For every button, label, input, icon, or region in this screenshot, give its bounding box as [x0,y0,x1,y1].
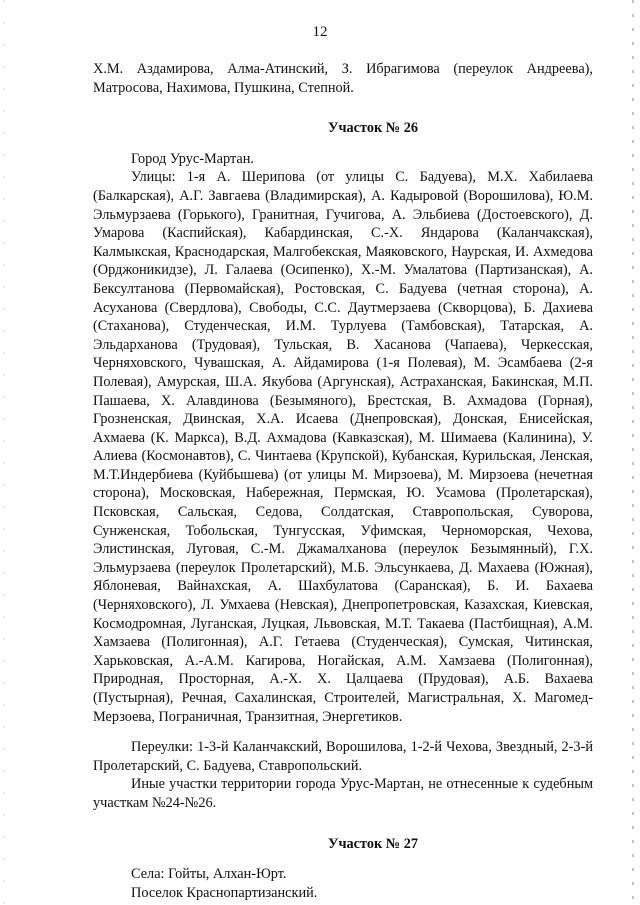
section-26-heading: Участок № 26 [327,120,419,137]
section-26-lanes: Переулки: 1-3-й Каланчакский, Ворошилова, 1-2-й Чехова, Звездный, 2-3-й Пролетарский, С. Бадуева, Ставропольский. [93,739,593,774]
section-26-streets: Улицы: 1-я А. Шерипова (от улицы С. Бадуева), М.Х. Хабилаева (Балкарская), А.Г. Завгаева (Владимирская), А. Кадыровой (Ворошилова), Ю.М. Эльмурзаева (Горького), Гранитная, Гучигова, А. Эльбиева (Достоевского), Д. Умарова (Каспийская), Кабардинская, С.-Х. Яндарова (Каланчакская), Калмыкская, Краснодарская, Малгобекская, Маяковского, Наурская, И. Ахмедова (Орджоникидзе), Л. Галаева (Осипенко), Х.-М. Умалатова (Партизанская), А. Бексултанова (Первомайская), Ростовская, С. Бадуева (четная сторона), А. Асуханова (Свердлова), Свободы, С.С. Даутмерзаева (Скворцова), Б. Дахиева (Стаханова), Студенческая, И.М. Турлуева (Тамбовская), Татарская, А. Эльдарханова (Трудовая), Тульская, В. Хасанова (Чапаева), Черкесская, Черняховского, Чувашская, А. Айдамирова (1-я Полевая), М. Эсамбаева (2-я Полевая), Амурская, Ш.А. Якубова (Аргунская), Астраханская, Бакинская, М.П. Пашаева, Х. Алавдинова (Безымяного), Брестская, В. Ахмадова (Горная), Грозненская, Двинская, Х.А. Исаева (Днепровская), Донская, Енисейская, Ахмаева (К. Маркса), В.Д. Ахмадова (Кавказская), М. Шимаева (Калинина), У. Алиева (Космонавтов), С. Чинтаева (Крупской), Кубанская, Курильская, Ленская, М.Т.Индербиева (Куйбышева) (от улицы М. Мирзоева), М. Мирзоева (нечетная сторона), Московская, Набережная, Пермская, Ю. Усамова (Пролетарская), Псковская, Сальская, Седова, Солдатская, Ставропольская, Суворова, Сунженская, Тобольская, Тунгусская, Уфимская, Черноморская, Чехова, Элистинская, Луговая, С.-М. Джамалханова (переулок Безымянный), Г.Х. Эльмурзаева (переулок Пролетарский), М.Б. Эльсункаева, Д. Махаева (Южная), Яблоневая, Вайнахская, А. Шахбулатова (Саранская), Б. И. Бахаева (Черняховского), Л. Умхаева (Невская), Днепропетровская, Казахская, Киевская, Космодромная, Луганская, Луцкая, Львовская, М.Т. Такаева (Пастбищная), А.М. Хамзаева (Полигонная), А.Г. Гетаева (Студенческая), Сумская, Читинская, Харьковская, А.-А.М. Кагирова, Ногайская, А.М. Хамзаева (Полигонная), Природная, Просторная, А.-Х. Х. Цалцаева (Прудовая), А.Б. Вахаева (Пустырная), Речная, Сахалинская, Строителей, Магистральная, Х. Магомед-Мерзоева, Пограничная, Транзитная, Энергетиков. [93,169,593,725]
page-number: 12 [312,24,328,40]
section-27-heading: Участок № 27 [327,835,419,852]
intro-paragraph: Х.М. Аздамирова, Алма-Атинский, З. Ибрагимова (переулок Андреева), Матросова, Нахимова, Пушкина, Степной. [93,61,593,96]
section-27-settlement: Поселок Краснопартизанский. [131,884,318,901]
section-27-villages: Села: Гойты, Алхан-Юрт. [131,866,287,883]
scan-edge-right [632,0,634,905]
document-body [93,60,593,902]
scan-edge-left [4,0,5,905]
section-26-city: Город Урус-Мартан. [131,150,254,167]
section-26-other: Иные участки территории города Урус-Мартан, не отнесенные к судебным участкам №24-№26. [93,776,593,811]
